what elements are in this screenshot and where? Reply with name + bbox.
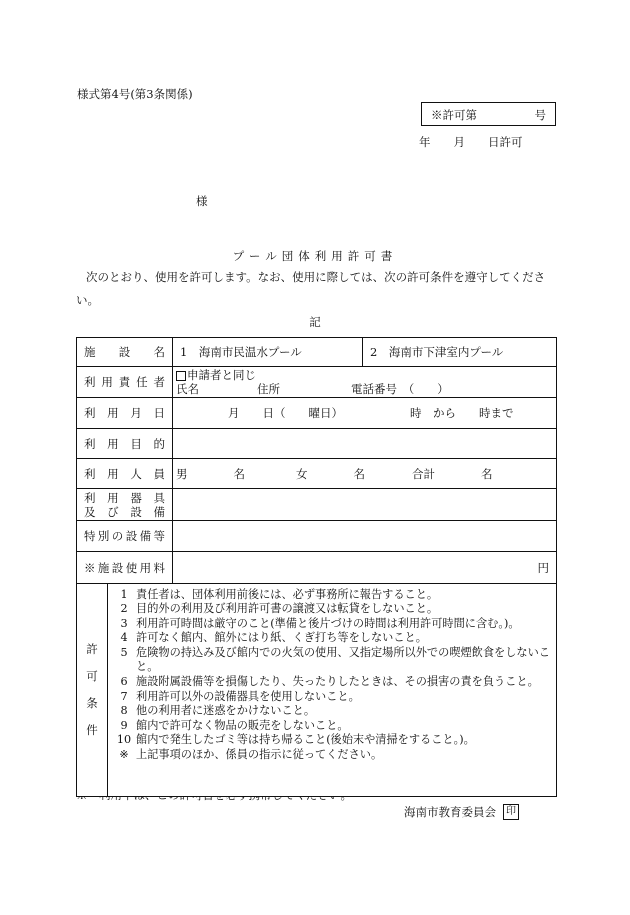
seal-mark: 印: [503, 804, 519, 820]
purpose-value: [173, 429, 557, 459]
fee-row: [77, 552, 557, 584]
condition-text: 利用許可時間は厳守のこと(準備と後片づけの時間は利用許可時間に含む。)。: [136, 616, 520, 630]
condition-text: 施設附属設備等を損傷したり、失ったりしたときは、その損害の責を負うこと。: [136, 675, 539, 689]
facility-label: 施設名: [77, 338, 173, 367]
people-value: [173, 459, 557, 489]
condition-item: [112, 733, 556, 748]
condition-text: 他の利用者に迷惑をかけないこと。: [136, 704, 316, 718]
conditions-label-char: 許: [86, 641, 98, 656]
female-count: 女 名: [296, 466, 365, 481]
document-title: プール団体利用許可書: [232, 249, 398, 263]
date-value: [173, 398, 557, 429]
people-label: 利用人員: [77, 459, 173, 489]
conditions-label-char: 件: [86, 722, 98, 737]
condition-item: [112, 704, 556, 719]
condition-text: 利用許可以外の設備器具を使用しないこと。: [136, 689, 360, 703]
conditions-label-chars: [77, 584, 108, 796]
condition-text: 上記事項のほか、係員の指示に従ってください。: [136, 748, 383, 762]
conditions-label-char: 条: [86, 695, 98, 710]
condition-item: [112, 719, 556, 734]
condition-number: 10: [116, 733, 132, 747]
issuer-name: 海南市教育委員会: [404, 805, 496, 819]
checkbox-icon: [176, 371, 186, 381]
condition-text: 目的外の利用及び利用許可書の譲渡又は転貸をしないこと。: [136, 602, 439, 616]
responsible-value: [173, 367, 557, 398]
equipment-label: [77, 489, 173, 521]
condition-number: 3: [120, 616, 128, 630]
condition-item: [112, 748, 556, 763]
special-label: 特別の設備等: [77, 521, 173, 552]
condition-number: ※: [119, 748, 129, 762]
equipment-label-line-1: 利用器具: [84, 490, 165, 505]
date-label: 利用月日: [77, 398, 173, 429]
condition-item: [112, 690, 556, 705]
condition-item: [112, 675, 556, 690]
phone-label: 電話番号 （ ）: [351, 382, 449, 396]
total-count: 合計 名: [412, 466, 493, 481]
male-count: 男 名: [176, 466, 245, 481]
condition-number: 7: [120, 689, 128, 703]
responsible-details: [176, 382, 553, 396]
same-as-applicant: [176, 368, 553, 382]
condition-text: 許可なく館内、館外にはり紙、くぎ打ち等をしないこと。: [136, 631, 427, 645]
purpose-row: [77, 429, 557, 459]
condition-item: [112, 646, 556, 675]
same-as-applicant-label: 申請者と同じ: [187, 368, 256, 382]
condition-text: 館内で発生したゴミ等は持ち帰ること(後始末や清掃をすること。)。: [136, 733, 475, 747]
fee-value: [173, 552, 557, 584]
facility-option-2: 2 海南市下津室内プール: [363, 338, 557, 367]
condition-item: [112, 602, 556, 617]
purpose-label: 利用目的: [77, 429, 173, 459]
facility-row: [77, 338, 557, 367]
condition-number: 2: [120, 602, 128, 616]
addressee-suffix: 様: [196, 194, 208, 208]
special-value: [173, 521, 557, 552]
intro-text: 次のとおり、使用を許可します。なお、使用に際しては、次の許可条件を遵守してください。: [76, 270, 546, 307]
permit-number-prefix: ※許可第: [431, 108, 477, 122]
condition-item: [112, 617, 556, 632]
conditions-block: [76, 584, 557, 797]
responsible-label: 利用責任者: [77, 367, 173, 398]
issuer-block: [404, 804, 519, 820]
permit-number-suffix: 号: [534, 108, 546, 122]
facility-option-1: 1 海南市民温水プール: [173, 338, 363, 367]
condition-number: 9: [120, 718, 128, 732]
condition-number: 6: [120, 675, 128, 689]
condition-number: 8: [120, 704, 128, 718]
date-row: [77, 398, 557, 429]
permit-date: 年 月 日許可: [419, 135, 523, 149]
condition-item: [112, 631, 556, 646]
name-label: 氏名: [176, 382, 199, 396]
address-label: 住所: [257, 382, 280, 396]
equipment-row: [77, 489, 557, 521]
condition-text: 館内で許可なく物品の販売をしないこと。: [136, 718, 349, 732]
condition-number: 1: [120, 587, 128, 601]
equipment-value: [173, 489, 557, 521]
fee-label: ※施設使用料: [77, 552, 173, 584]
permit-number-box: [421, 102, 556, 126]
condition-text: 危険物の持込み及び館内での火気の使用、又指定場所以外での喫煙飲食をしないこと。: [136, 645, 550, 674]
conditions-items: [108, 584, 556, 796]
form-number: 様式第4号(第3条関係): [77, 87, 193, 101]
conditions-label-char: 可: [86, 668, 98, 683]
special-row: [77, 521, 557, 552]
fee-unit: 円: [537, 560, 549, 575]
responsible-row: [77, 367, 557, 398]
condition-text: 責任者は、団体利用前後には、必ず事務所に報告すること。: [136, 587, 439, 601]
condition-number: 4: [120, 631, 128, 645]
equipment-label-line-2: 及び設備: [84, 504, 165, 519]
ki-mark: 記: [309, 315, 321, 329]
condition-number: 5: [120, 645, 128, 659]
people-row: [77, 459, 557, 489]
time-text: 時 から 時まで: [410, 406, 514, 420]
date-text: 月 日（ 曜日）: [228, 406, 343, 420]
condition-item: [112, 588, 556, 603]
